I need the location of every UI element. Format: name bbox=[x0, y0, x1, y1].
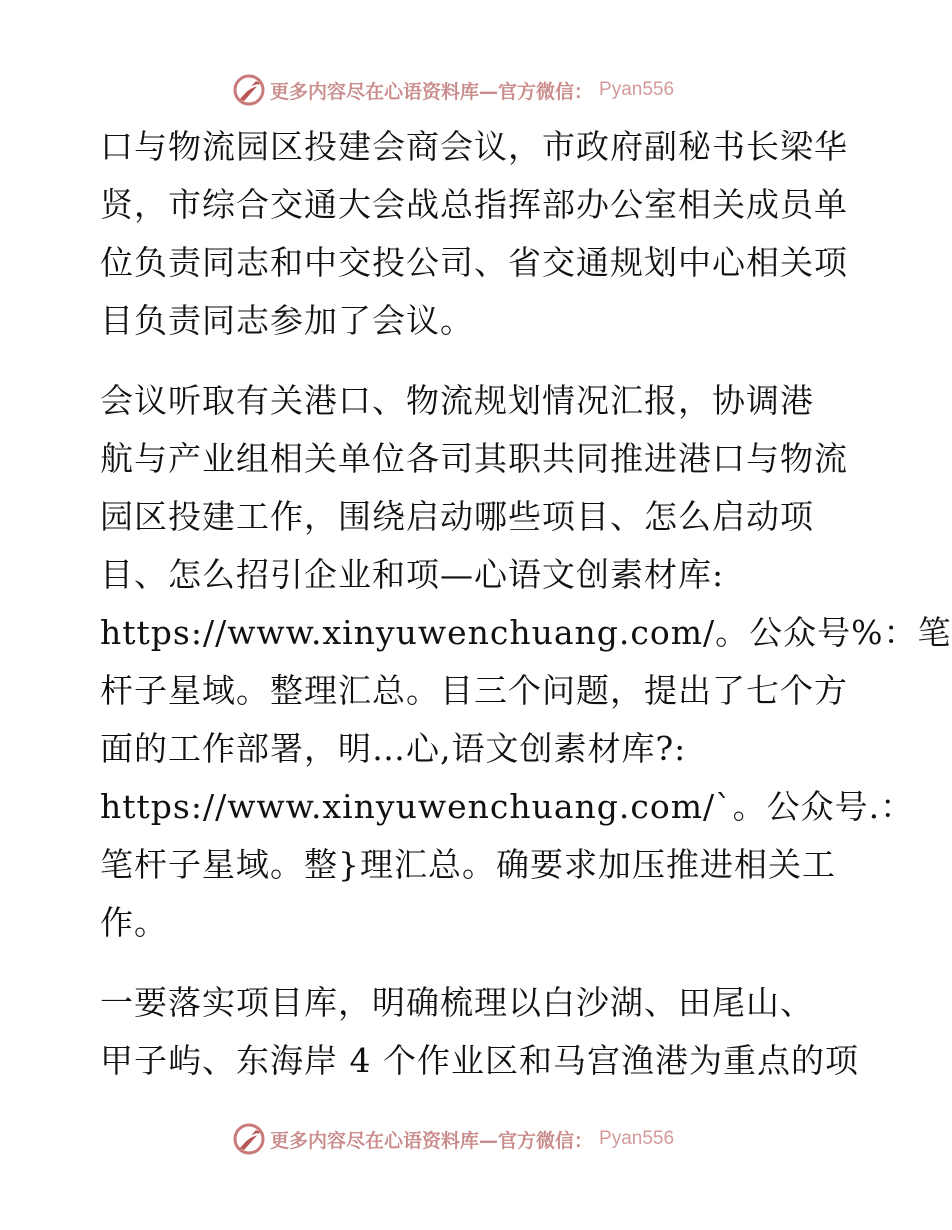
text-line: 杆子星域。整理汇总。目三个问题，提出了七个方 bbox=[100, 671, 848, 710]
document-body bbox=[100, 118, 952, 1108]
header-watermark-text: 更多内容尽在心语资料库—官方微信： bbox=[270, 80, 594, 103]
text-line-url: https://www.xinyuwenchuang.com/`。公众号.： bbox=[100, 787, 915, 826]
text-line: 甲子屿、东海岸 4 个作业区和马宫渔港为重点的项 bbox=[100, 1041, 859, 1080]
footer-watermark bbox=[232, 1121, 712, 1157]
text-line: 位负责同志和中交投公司、省交通规划中心相关项 bbox=[100, 243, 848, 282]
text-line: 笔杆子星域。整}理汇总。确要求加压推进相关工 bbox=[100, 845, 836, 884]
text-line: 目、怎么招引企业和项—心语文创素材库: bbox=[100, 555, 725, 594]
paragraph-1 bbox=[100, 118, 860, 350]
text-line: 目负责同志参加了会议。 bbox=[100, 301, 474, 340]
text-line: 航与产业组相关单位各司其职共同推进港口与物流 bbox=[100, 439, 848, 478]
text-line: 口与物流园区投建会商会议，市政府副秘书长梁华 bbox=[100, 127, 848, 166]
header-watermark bbox=[232, 72, 712, 108]
footer-watermark-text: 更多内容尽在心语资料库—官方微信： bbox=[270, 1129, 594, 1152]
text-line: 会议听取有关港口、物流规划情况汇报，协调港 bbox=[100, 381, 814, 420]
brush-logo-icon bbox=[232, 1122, 266, 1156]
text-line: 园区投建工作，围绕启动哪些项目、怎么启动项 bbox=[100, 497, 814, 536]
paragraph-2 bbox=[100, 372, 952, 952]
paragraph-3 bbox=[100, 974, 860, 1090]
text-line: 一要落实项目库，明确梳理以白沙湖、田尾山、 bbox=[100, 983, 814, 1022]
text-line: 作。 bbox=[100, 903, 168, 942]
text-line-url: https://www.xinyuwenchuang.com/。公众号%：笔 bbox=[100, 613, 952, 652]
header-watermark-wechat: Pyan556 bbox=[599, 79, 675, 100]
brush-logo-icon bbox=[232, 73, 266, 107]
footer-watermark-wechat: Pyan556 bbox=[599, 1128, 675, 1149]
text-line: 面的工作部署，明…心,语文创素材库?: bbox=[100, 729, 687, 768]
text-line: 贤，市综合交通大会战总指挥部办公室相关成员单 bbox=[100, 185, 848, 224]
